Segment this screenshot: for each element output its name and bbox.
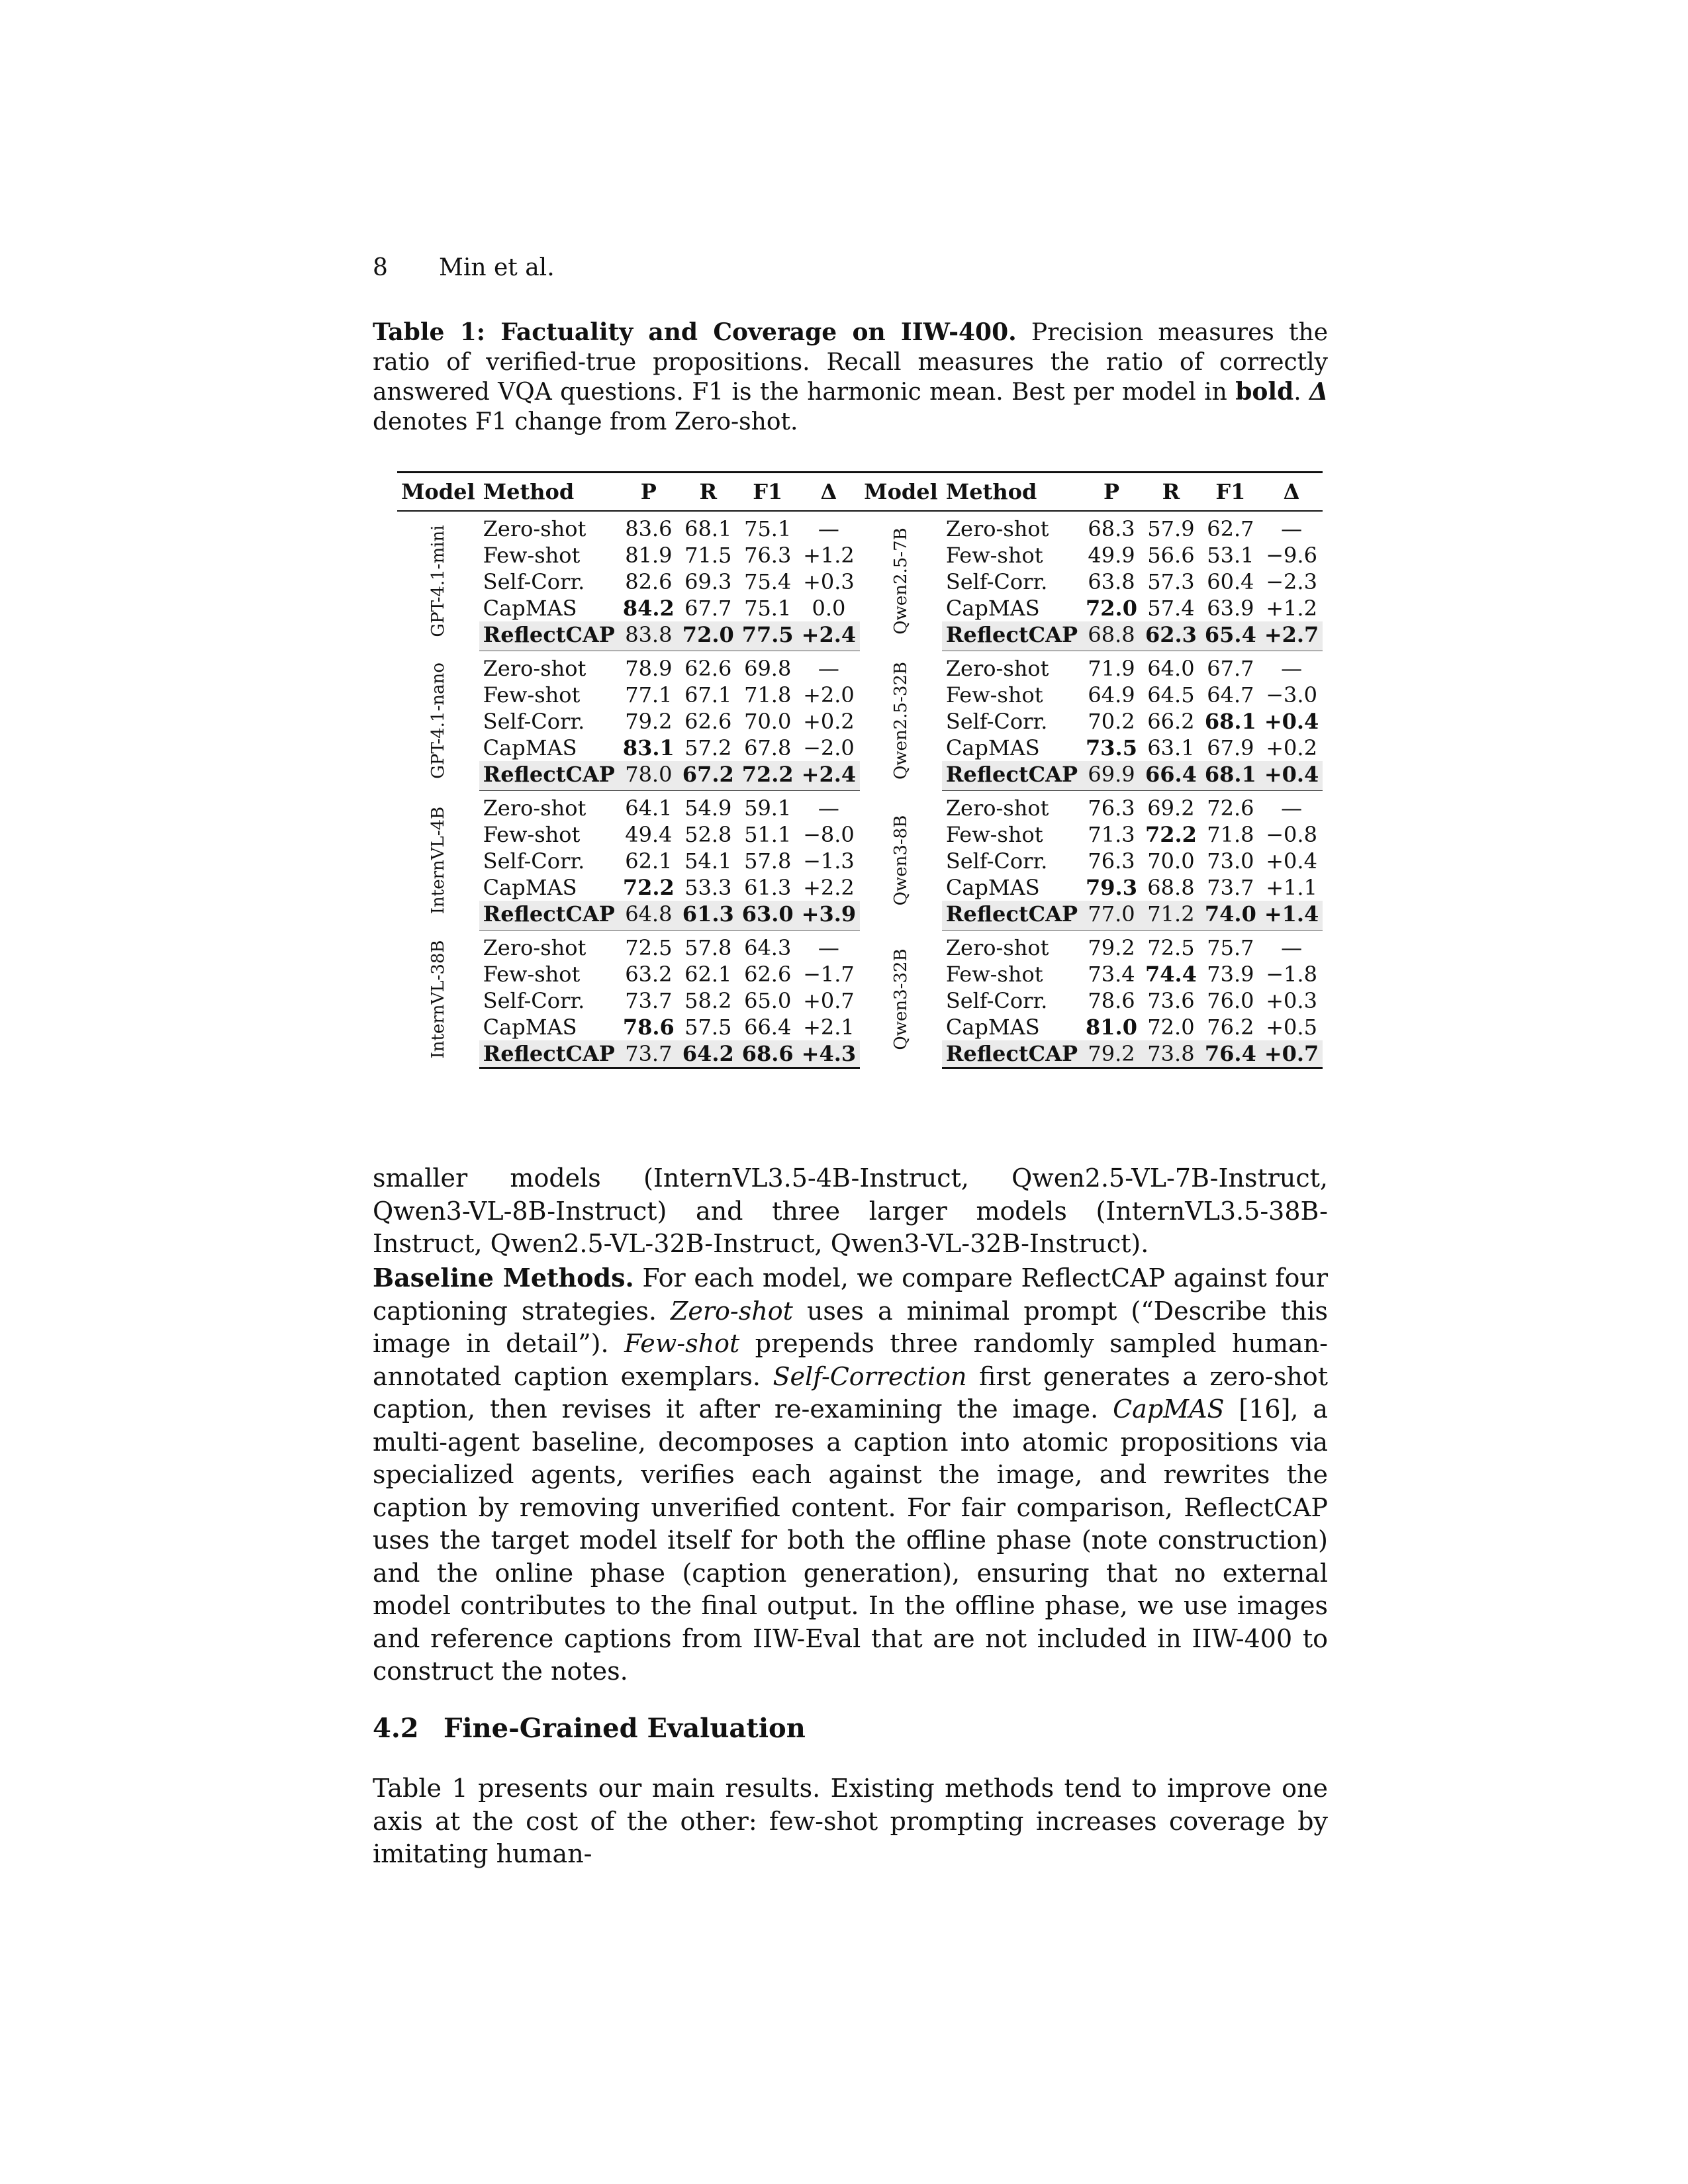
delta-cell [1260, 1040, 1323, 1068]
precision-cell [1082, 874, 1141, 901]
precision-cell [619, 1014, 679, 1040]
recall-cell: 66.2 [1147, 709, 1195, 734]
best-value: 68.1 [1204, 709, 1256, 734]
delta-cell: +0.2 [803, 709, 855, 734]
caption-text-1: Precision measures the ratio of verified-true propositions. Recall measures the ratio of correctly answered VQA questions. F1 is the harmonic mean. Best per model in [373, 319, 1329, 406]
recall-cell [679, 621, 738, 651]
best-value: +3.9 [801, 901, 857, 927]
f1-cell: 75.1 [744, 516, 792, 541]
precision-cell: 68.8 [1082, 621, 1141, 651]
delta-cell: −0.8 [1266, 822, 1317, 847]
results-table-wrap [397, 471, 1319, 1069]
f1-cell [1201, 1040, 1260, 1068]
column-header: F1 [1215, 479, 1246, 504]
method-cell: Self-Corr. [483, 709, 585, 734]
method-cell: ReflectCAP [942, 621, 1082, 651]
f1-cell: 73.0 [1207, 848, 1254, 874]
f1-cell: 51.1 [744, 822, 792, 847]
precision-cell: 49.9 [1088, 543, 1135, 568]
precision-cell: 83.8 [619, 621, 679, 651]
table-header-row [397, 473, 1323, 512]
precision-cell: 76.3 [1088, 848, 1135, 874]
recall-cell: 67.1 [684, 682, 732, 707]
method-cell: Zero-shot [483, 656, 586, 681]
caption-text-2: . [1293, 379, 1310, 406]
recall-cell: 52.8 [684, 822, 732, 847]
method-cell: Zero-shot [483, 935, 586, 960]
method-cell: Zero-shot [945, 796, 1049, 821]
delta-cell [1260, 761, 1323, 791]
best-value: 65.4 [1204, 622, 1256, 647]
recall-cell: 57.5 [684, 1015, 732, 1040]
delta-cell: — [818, 796, 839, 821]
recall-cell: 57.3 [1147, 569, 1195, 594]
precision-cell: 83.6 [625, 516, 673, 541]
model-label-cell [397, 511, 479, 651]
delta-cell [1260, 708, 1323, 735]
column-header: Δ [1283, 479, 1300, 504]
caption-bold-word: bold [1235, 378, 1294, 406]
f1-cell: 69.8 [744, 656, 792, 681]
recall-cell: 62.1 [684, 962, 732, 987]
method-cell: Zero-shot [483, 796, 586, 821]
best-value: +0.4 [1264, 762, 1319, 787]
section-number: 4.2 [373, 1713, 419, 1744]
delta-cell: — [1281, 796, 1303, 821]
f1-cell: 61.3 [744, 875, 792, 900]
delta-cell: +0.2 [1266, 735, 1317, 760]
f1-cell [738, 1040, 798, 1068]
caption-text-3: denotes F1 change from Zero-shot. [373, 408, 798, 435]
recall-cell [1141, 821, 1201, 848]
caption-delta-symbol: Δ [1309, 378, 1328, 406]
best-value: 63.0 [741, 901, 794, 927]
delta-cell: +0.5 [1266, 1015, 1317, 1040]
precision-cell [619, 595, 679, 621]
precision-cell: 73.7 [625, 988, 673, 1013]
delta-cell: — [1281, 935, 1303, 960]
recall-cell: 53.3 [684, 875, 732, 900]
f1-cell: 62.6 [744, 962, 792, 987]
method-cell: Zero-shot [945, 935, 1049, 960]
best-value: 72.2 [741, 762, 794, 787]
delta-cell: +1.2 [1266, 596, 1317, 621]
method-cell: Few-shot [483, 822, 581, 847]
recall-cell: 69.3 [684, 569, 732, 594]
model-name: Qwen2.5-32B [890, 661, 911, 780]
precision-cell: 68.3 [1088, 516, 1135, 541]
method-cell: ReflectCAP [942, 1040, 1082, 1068]
recall-cell: 71.5 [684, 543, 732, 568]
precision-cell: 78.0 [619, 761, 679, 791]
precision-cell: 82.6 [625, 569, 673, 594]
f1-cell [738, 761, 798, 791]
recall-cell: 73.8 [1141, 1040, 1201, 1068]
model-name: InternVL-4B [428, 806, 448, 915]
method-cell: Few-shot [945, 962, 1043, 987]
f1-cell: 73.9 [1207, 962, 1254, 987]
recall-cell: 73.6 [1147, 988, 1195, 1013]
best-value: +4.3 [801, 1041, 857, 1066]
recall-cell: 64.5 [1147, 682, 1195, 707]
best-value: 78.6 [622, 1015, 675, 1040]
recall-cell: 71.2 [1141, 901, 1201, 931]
delta-cell [1260, 901, 1323, 931]
best-value: +2.4 [801, 762, 857, 787]
f1-cell: 59.1 [744, 796, 792, 821]
best-value: 74.4 [1145, 962, 1197, 987]
few-shot-term: Few-shot [624, 1329, 740, 1358]
model-name: GPT-4.1-mini [428, 525, 448, 637]
recall-cell: 63.1 [1147, 735, 1195, 760]
delta-cell: — [818, 935, 839, 960]
best-value: 66.4 [1145, 762, 1197, 787]
recall-cell [1141, 961, 1201, 987]
recall-cell: 69.2 [1147, 796, 1195, 821]
recall-cell: 70.0 [1147, 848, 1195, 874]
model-label-cell [860, 931, 942, 1068]
f1-cell: 64.3 [744, 935, 792, 960]
recall-cell [1141, 621, 1201, 651]
delta-cell [798, 1040, 860, 1068]
best-value: 77.5 [741, 622, 794, 647]
precision-cell: 77.0 [1082, 901, 1141, 931]
recall-cell: 62.6 [684, 656, 732, 681]
page-number: 8 [373, 254, 388, 281]
f1-cell [1201, 901, 1260, 931]
method-cell: CapMAS [945, 735, 1040, 760]
baseline-text-d: first generates a zero-shot caption, then revises it after re-examining the image. [373, 1361, 1328, 1424]
delta-cell [1260, 621, 1323, 651]
delta-cell: 0.0 [812, 596, 846, 621]
precision-cell [619, 874, 679, 901]
precision-cell: 77.1 [625, 682, 673, 707]
precision-cell: 64.1 [625, 796, 673, 821]
baseline-heading: Baseline Methods. [373, 1263, 634, 1293]
capmas-term: CapMAS [1113, 1394, 1225, 1424]
delta-cell: +0.4 [1266, 848, 1317, 874]
f1-cell: 57.8 [744, 848, 792, 874]
precision-cell: 78.9 [625, 656, 673, 681]
column-header: F1 [753, 479, 783, 504]
f1-cell: 70.0 [744, 709, 792, 734]
precision-cell: 79.2 [1088, 935, 1135, 960]
precision-cell [1082, 735, 1141, 761]
f1-cell: 76.0 [1207, 988, 1254, 1013]
f1-cell: 67.9 [1207, 735, 1254, 760]
precision-cell [619, 735, 679, 761]
method-cell: CapMAS [945, 875, 1040, 900]
method-cell: Few-shot [483, 962, 581, 987]
best-value: 72.0 [1086, 596, 1137, 621]
f1-cell: 71.8 [744, 682, 792, 707]
recall-cell: 56.6 [1147, 543, 1195, 568]
column-header: R [1162, 479, 1180, 504]
recall-cell: 57.2 [684, 735, 732, 760]
caption-label: Table 1: Factuality and Coverage on IIW-400. [373, 318, 1017, 346]
paragraph-results: Table 1 presents our main results. Existing methods tend to improve one axis at the cost of the other: few-shot prompting increases coverage by imitating human- [373, 1774, 1328, 1868]
precision-cell: 63.2 [625, 962, 673, 987]
precision-cell: 62.1 [625, 848, 673, 874]
best-value: +2.4 [801, 622, 857, 647]
f1-cell: 60.4 [1207, 569, 1254, 594]
method-cell: Few-shot [483, 543, 581, 568]
method-cell: ReflectCAP [479, 1040, 619, 1068]
column-header: Model [864, 479, 938, 504]
method-cell: ReflectCAP [942, 901, 1082, 931]
best-value: 72.2 [1145, 822, 1197, 847]
recall-cell: 57.4 [1147, 596, 1195, 621]
delta-cell: −8.0 [803, 822, 855, 847]
model-label-cell [860, 791, 942, 931]
best-value: 68.1 [1204, 762, 1256, 787]
precision-cell: 70.2 [1088, 709, 1135, 734]
precision-cell: 69.9 [1082, 761, 1141, 791]
recall-cell: 67.7 [684, 596, 732, 621]
delta-cell: +2.1 [803, 1015, 855, 1040]
delta-cell: — [1281, 656, 1303, 681]
best-value: 68.6 [741, 1041, 794, 1066]
table-row [397, 931, 1323, 962]
method-cell: ReflectCAP [479, 761, 619, 791]
column-header: Δ [820, 479, 837, 504]
recall-cell: 57.8 [684, 935, 732, 960]
model-name: Qwen2.5-7B [890, 527, 911, 635]
method-cell: CapMAS [483, 1015, 577, 1040]
best-value: +0.4 [1264, 709, 1319, 734]
column-header: Method [483, 479, 575, 504]
model-label-cell [397, 791, 479, 931]
f1-cell: 63.9 [1207, 596, 1254, 621]
results-table [397, 471, 1323, 1069]
method-cell: Self-Corr. [945, 569, 1048, 594]
method-cell: Few-shot [945, 543, 1043, 568]
f1-cell [738, 621, 798, 651]
method-cell: Zero-shot [945, 516, 1049, 541]
delta-cell: −1.7 [803, 962, 855, 987]
f1-cell: 62.7 [1207, 516, 1254, 541]
f1-cell [1201, 761, 1260, 791]
f1-cell: 73.7 [1207, 875, 1254, 900]
model-name: Qwen3-8B [890, 815, 911, 906]
method-cell: Self-Corr. [483, 988, 585, 1013]
self-correction-term: Self-Correction [773, 1361, 967, 1391]
method-cell: Self-Corr. [483, 848, 585, 874]
table-row [397, 791, 1323, 822]
model-name: Qwen3-32B [890, 948, 911, 1050]
method-cell: Self-Corr. [945, 848, 1048, 874]
precision-cell [1082, 595, 1141, 621]
page-header [373, 254, 555, 281]
delta-cell [798, 901, 860, 931]
delta-cell: −9.6 [1266, 543, 1317, 568]
column-header: Model [401, 479, 475, 504]
zero-shot-term: Zero-shot [671, 1296, 793, 1326]
method-cell: Few-shot [945, 822, 1043, 847]
recall-cell: 64.0 [1147, 656, 1195, 681]
recall-cell [679, 1040, 738, 1068]
recall-cell: 58.2 [684, 988, 732, 1013]
column-header: P [640, 479, 657, 504]
delta-cell: −1.8 [1266, 962, 1317, 987]
section-title: Fine-Grained Evaluation [444, 1713, 806, 1744]
method-cell: CapMAS [483, 596, 577, 621]
delta-cell: +0.3 [1266, 988, 1317, 1013]
delta-cell: +2.0 [803, 682, 855, 707]
best-value: +0.7 [1264, 1041, 1319, 1066]
f1-cell: 67.7 [1207, 656, 1254, 681]
best-value: 73.5 [1086, 735, 1137, 760]
column-header: Method [945, 479, 1037, 504]
baseline-text-b: uses a minimal prompt (“Describe this image in detail”). [373, 1296, 1328, 1358]
model-name: InternVL-38B [428, 939, 448, 1059]
baseline-text-c: prepends three randomly sampled human-annotated caption exemplars. [373, 1329, 1328, 1391]
best-value: 64.2 [682, 1041, 734, 1066]
model-label-cell [397, 931, 479, 1068]
f1-cell: 53.1 [1207, 543, 1254, 568]
baseline-text-e: [16], a multi-agent baseline, decomposes a caption into atomic propositions via specialized agents, verifies each against the image, and rewrites the caption by removing unverified content. For fair comparison, ReflectCAP uses the target model itself for both the offline phase (note construction) and the online phase (caption generation), ensuring that no external model contributes to the final output. In the offline phase, we use images and reference captions from IIW-Eval that are not included in IIW-400 to construct the notes. [373, 1394, 1328, 1686]
baseline-text-a: For each model, we compare ReflectCAP against four captioning strategies. [373, 1263, 1328, 1326]
f1-cell [738, 901, 798, 931]
delta-cell: −2.0 [803, 735, 855, 760]
f1-cell: 72.6 [1207, 796, 1254, 821]
delta-cell: +1.1 [1266, 875, 1317, 900]
method-cell: Zero-shot [945, 656, 1049, 681]
f1-cell: 67.8 [744, 735, 792, 760]
recall-cell: 72.5 [1147, 935, 1195, 960]
running-head: Min et al. [439, 254, 555, 281]
paragraph-models: smaller models (InternVL3.5-4B-Instruct, Qwen2.5-VL-7B-Instruct, Qwen3-VL-8B-Instruct) and three larger models (InternVL3.5-38B-Instruct, Qwen2.5-VL-32B-Instruct, Qwen3-VL-32B-Instruct). [373, 1163, 1328, 1258]
precision-cell: 64.8 [619, 901, 679, 931]
f1-cell [1201, 621, 1260, 651]
f1-cell: 75.1 [744, 596, 792, 621]
model-label-cell [860, 511, 942, 651]
precision-cell: 79.2 [625, 709, 673, 734]
best-value: 72.2 [622, 875, 675, 900]
precision-cell: 73.7 [619, 1040, 679, 1068]
paragraph-baselines [373, 1261, 1328, 1688]
f1-cell: 76.2 [1207, 1015, 1254, 1040]
recall-cell: 68.8 [1147, 875, 1195, 900]
best-value: 84.2 [622, 596, 675, 621]
method-cell: Self-Corr. [945, 988, 1048, 1013]
method-cell: CapMAS [945, 1015, 1040, 1040]
precision-cell: 76.3 [1088, 796, 1135, 821]
recall-cell: 54.9 [684, 796, 732, 821]
f1-cell: 71.8 [1207, 822, 1254, 847]
method-cell: ReflectCAP [942, 761, 1082, 791]
delta-cell: −1.3 [803, 848, 855, 874]
precision-cell: 71.3 [1088, 822, 1135, 847]
recall-cell: 54.1 [684, 848, 732, 874]
best-value: 61.3 [682, 901, 734, 927]
method-cell: ReflectCAP [479, 901, 619, 931]
precision-cell: 63.8 [1088, 569, 1135, 594]
model-label-cell [397, 651, 479, 791]
delta-cell [798, 761, 860, 791]
precision-cell [1082, 1014, 1141, 1040]
f1-cell: 66.4 [744, 1015, 792, 1040]
column-header: P [1103, 479, 1120, 504]
column-header: R [699, 479, 718, 504]
method-cell: CapMAS [483, 735, 577, 760]
f1-cell: 75.4 [744, 569, 792, 594]
recall-cell: 72.0 [1147, 1015, 1195, 1040]
precision-cell: 73.4 [1088, 962, 1135, 987]
delta-cell: +0.3 [803, 569, 855, 594]
precision-cell: 79.2 [1082, 1040, 1141, 1068]
recall-cell [679, 901, 738, 931]
recall-cell: 62.6 [684, 709, 732, 734]
recall-cell: 68.1 [684, 516, 732, 541]
method-cell: Zero-shot [483, 516, 586, 541]
best-value: 83.1 [622, 735, 675, 760]
precision-cell: 71.9 [1088, 656, 1135, 681]
best-value: 72.0 [682, 622, 734, 647]
table-body [397, 511, 1323, 1068]
f1-cell: 65.0 [744, 988, 792, 1013]
best-value: 79.3 [1086, 875, 1137, 900]
delta-cell: −2.3 [1266, 569, 1317, 594]
precision-cell: 78.6 [1088, 988, 1135, 1013]
recall-cell [1141, 761, 1201, 791]
method-cell: Few-shot [483, 682, 581, 707]
section-heading [373, 1713, 806, 1744]
model-label-cell [860, 651, 942, 791]
best-value: 62.3 [1145, 622, 1197, 647]
delta-cell: +1.2 [803, 543, 855, 568]
best-value: 76.4 [1204, 1041, 1256, 1066]
f1-cell: 64.7 [1207, 682, 1254, 707]
delta-cell [798, 621, 860, 651]
precision-cell: 64.9 [1088, 682, 1135, 707]
f1-cell: 75.7 [1207, 935, 1254, 960]
best-value: 67.2 [682, 762, 734, 787]
recall-cell: 57.9 [1147, 516, 1195, 541]
method-cell: CapMAS [945, 596, 1040, 621]
best-value: 81.0 [1086, 1015, 1137, 1040]
best-value: 74.0 [1204, 901, 1256, 927]
delta-cell: — [1281, 516, 1303, 541]
precision-cell: 49.4 [625, 822, 673, 847]
f1-cell [1201, 708, 1260, 735]
delta-cell: −3.0 [1266, 682, 1317, 707]
table-caption [373, 318, 1328, 437]
precision-cell: 72.5 [625, 935, 673, 960]
delta-cell: — [818, 516, 839, 541]
best-value: +2.7 [1264, 622, 1319, 647]
f1-cell: 76.3 [744, 543, 792, 568]
method-cell: Self-Corr. [945, 709, 1048, 734]
table-row [397, 511, 1323, 542]
method-cell: Few-shot [945, 682, 1043, 707]
method-cell: ReflectCAP [479, 621, 619, 651]
method-cell: CapMAS [483, 875, 577, 900]
delta-cell: — [818, 656, 839, 681]
recall-cell [679, 761, 738, 791]
delta-cell: +0.7 [803, 988, 855, 1013]
best-value: +1.4 [1264, 901, 1319, 927]
table-row [397, 651, 1323, 682]
model-name: GPT-4.1-nano [428, 662, 448, 779]
delta-cell: +2.2 [803, 875, 855, 900]
precision-cell: 81.9 [625, 543, 673, 568]
method-cell: Self-Corr. [483, 569, 585, 594]
